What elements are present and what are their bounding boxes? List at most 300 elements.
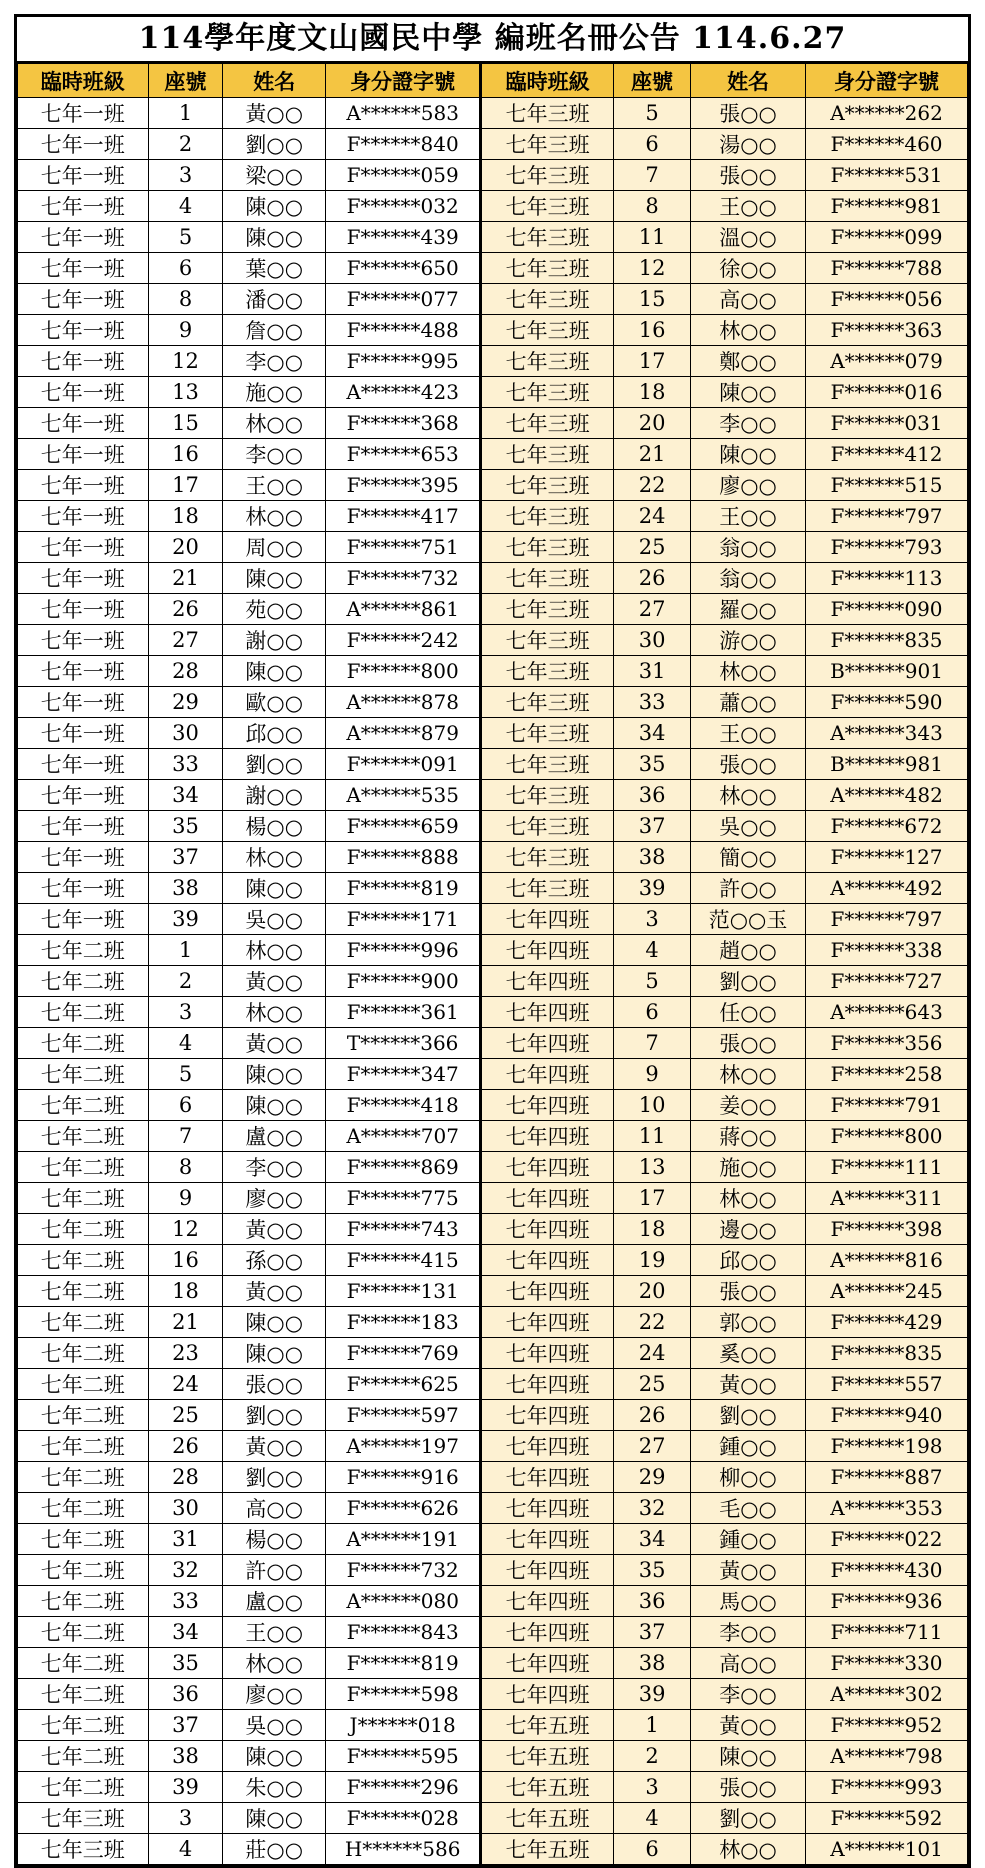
table-row	[18, 1710, 968, 1741]
temp-class-cell: 七年四班	[481, 1617, 614, 1648]
id-number-cell: F******791	[806, 1090, 968, 1121]
id-number-cell: F******993	[806, 1772, 968, 1803]
temp-class-cell: 七年二班	[18, 1214, 149, 1245]
name-cell: 周○○	[223, 532, 326, 563]
table-row	[18, 1617, 968, 1648]
name-cell: 林○○	[223, 1648, 326, 1679]
name-cell: 陳○○	[223, 191, 326, 222]
temp-class-cell: 七年一班	[18, 98, 149, 129]
temp-class-cell: 七年二班	[18, 1090, 149, 1121]
id-number-cell: F******775	[326, 1183, 481, 1214]
seat-number-cell: 3	[148, 160, 223, 191]
id-number-cell: F******793	[806, 532, 968, 563]
temp-class-cell: 七年四班	[481, 935, 614, 966]
seat-number-cell: 32	[614, 1493, 691, 1524]
seat-number-cell: 21	[614, 439, 691, 470]
id-number-cell: F******788	[806, 253, 968, 284]
name-cell: 林○○	[691, 1183, 806, 1214]
name-cell: 陳○○	[223, 1803, 326, 1834]
id-number-cell: F******361	[326, 997, 481, 1028]
temp-class-cell: 七年二班	[18, 997, 149, 1028]
id-number-cell: F******022	[806, 1524, 968, 1555]
temp-class-cell: 七年三班	[481, 346, 614, 377]
table-row	[18, 1803, 968, 1834]
table-row	[18, 1338, 968, 1369]
id-number-cell: F******590	[806, 687, 968, 718]
header-row	[18, 64, 968, 98]
seat-number-cell: 4	[614, 935, 691, 966]
temp-class-cell: 七年二班	[18, 1648, 149, 1679]
name-cell: 盧○○	[223, 1586, 326, 1617]
name-cell: 陳○○	[223, 1307, 326, 1338]
seat-number-cell: 39	[614, 873, 691, 904]
temp-class-cell: 七年二班	[18, 935, 149, 966]
table-row	[18, 1555, 968, 1586]
table-row	[18, 1834, 968, 1865]
temp-class-cell: 七年三班	[481, 873, 614, 904]
temp-class-cell: 七年三班	[481, 470, 614, 501]
seat-number-cell: 2	[614, 1741, 691, 1772]
name-cell: 蕭○○	[691, 687, 806, 718]
seat-number-cell: 6	[614, 1834, 691, 1865]
table-row	[18, 315, 968, 346]
id-number-cell: H******586	[326, 1834, 481, 1865]
name-cell: 王○○	[223, 1617, 326, 1648]
seat-number-cell: 7	[614, 160, 691, 191]
seat-number-cell: 34	[148, 780, 223, 811]
id-number-cell: F******727	[806, 966, 968, 997]
id-number-cell: F******672	[806, 811, 968, 842]
id-number-cell: F******515	[806, 470, 968, 501]
id-number-cell: A******191	[326, 1524, 481, 1555]
name-cell: 葉○○	[223, 253, 326, 284]
name-cell: 林○○	[691, 1834, 806, 1865]
header-temp-class: 臨時班級	[18, 64, 149, 98]
id-number-cell: A******492	[806, 873, 968, 904]
table-row	[18, 1028, 968, 1059]
name-cell: 張○○	[691, 749, 806, 780]
table-row	[18, 1121, 968, 1152]
name-cell: 許○○	[223, 1555, 326, 1586]
name-cell: 歐○○	[223, 687, 326, 718]
seat-number-cell: 9	[148, 1183, 223, 1214]
id-number-cell: F******077	[326, 284, 481, 315]
name-cell: 吳○○	[223, 904, 326, 935]
name-cell: 范○○玉	[691, 904, 806, 935]
table-row	[18, 1524, 968, 1555]
seat-number-cell: 5	[614, 98, 691, 129]
table-row	[18, 1214, 968, 1245]
table-row	[18, 1772, 968, 1803]
seat-number-cell: 27	[614, 1431, 691, 1462]
name-cell: 陳○○	[223, 1338, 326, 1369]
table-row	[18, 656, 968, 687]
id-number-cell: F******800	[806, 1121, 968, 1152]
seat-number-cell: 16	[614, 315, 691, 346]
table-row	[18, 625, 968, 656]
name-cell: 施○○	[691, 1152, 806, 1183]
temp-class-cell: 七年一班	[18, 780, 149, 811]
table-row	[18, 191, 968, 222]
id-number-cell: F******952	[806, 1710, 968, 1741]
seat-number-cell: 22	[614, 1307, 691, 1338]
id-number-cell: F******595	[326, 1741, 481, 1772]
seat-number-cell: 8	[148, 284, 223, 315]
seat-number-cell: 6	[614, 129, 691, 160]
id-number-cell: F******415	[326, 1245, 481, 1276]
table-row	[18, 1462, 968, 1493]
temp-class-cell: 七年二班	[18, 1431, 149, 1462]
table-row	[18, 811, 968, 842]
seat-number-cell: 25	[614, 532, 691, 563]
temp-class-cell: 七年一班	[18, 594, 149, 625]
id-number-cell: A******245	[806, 1276, 968, 1307]
seat-number-cell: 18	[148, 501, 223, 532]
temp-class-cell: 七年二班	[18, 1524, 149, 1555]
name-cell: 李○○	[691, 1617, 806, 1648]
seat-number-cell: 33	[148, 749, 223, 780]
temp-class-cell: 七年二班	[18, 1555, 149, 1586]
seat-number-cell: 31	[614, 656, 691, 687]
name-cell: 鄭○○	[691, 346, 806, 377]
name-cell: 李○○	[223, 439, 326, 470]
seat-number-cell: 29	[614, 1462, 691, 1493]
id-number-cell: F******395	[326, 470, 481, 501]
id-number-cell: F******091	[326, 749, 481, 780]
table-row	[18, 346, 968, 377]
name-cell: 高○○	[691, 284, 806, 315]
seat-number-cell: 8	[614, 191, 691, 222]
id-number-cell: F******659	[326, 811, 481, 842]
seat-number-cell: 33	[148, 1586, 223, 1617]
temp-class-cell: 七年五班	[481, 1834, 614, 1865]
temp-class-cell: 七年四班	[481, 1462, 614, 1493]
name-cell: 翁○○	[691, 563, 806, 594]
id-number-cell: F******111	[806, 1152, 968, 1183]
class-roster-sheet	[14, 14, 971, 1868]
temp-class-cell: 七年四班	[481, 1493, 614, 1524]
table-row	[18, 1245, 968, 1276]
table-row	[18, 284, 968, 315]
table-row	[18, 904, 968, 935]
temp-class-cell: 七年三班	[481, 501, 614, 532]
id-number-cell: F******650	[326, 253, 481, 284]
name-cell: 黃○○	[691, 1369, 806, 1400]
seat-number-cell: 38	[148, 873, 223, 904]
temp-class-cell: 七年四班	[481, 1276, 614, 1307]
name-cell: 詹○○	[223, 315, 326, 346]
temp-class-cell: 七年四班	[481, 1338, 614, 1369]
name-cell: 陳○○	[223, 1090, 326, 1121]
temp-class-cell: 七年三班	[481, 563, 614, 594]
temp-class-cell: 七年二班	[18, 966, 149, 997]
id-number-cell: F******032	[326, 191, 481, 222]
name-cell: 謝○○	[223, 780, 326, 811]
temp-class-cell: 七年三班	[481, 160, 614, 191]
seat-number-cell: 9	[148, 315, 223, 346]
temp-class-cell: 七年四班	[481, 1679, 614, 1710]
seat-number-cell: 12	[148, 346, 223, 377]
seat-number-cell: 33	[614, 687, 691, 718]
seat-number-cell: 5	[148, 222, 223, 253]
name-cell: 吳○○	[691, 811, 806, 842]
seat-number-cell: 3	[148, 1803, 223, 1834]
id-number-cell: F******995	[326, 346, 481, 377]
id-number-cell: A******101	[806, 1834, 968, 1865]
name-cell: 王○○	[691, 501, 806, 532]
id-number-cell: A******879	[326, 718, 481, 749]
seat-number-cell: 39	[148, 1772, 223, 1803]
temp-class-cell: 七年二班	[18, 1121, 149, 1152]
id-number-cell: F******732	[326, 1555, 481, 1586]
temp-class-cell: 七年五班	[481, 1741, 614, 1772]
temp-class-cell: 七年二班	[18, 1059, 149, 1090]
table-row	[18, 439, 968, 470]
seat-number-cell: 32	[148, 1555, 223, 1586]
temp-class-cell: 七年五班	[481, 1710, 614, 1741]
temp-class-cell: 七年一班	[18, 222, 149, 253]
id-number-cell: F******557	[806, 1369, 968, 1400]
seat-number-cell: 5	[614, 966, 691, 997]
id-number-cell: B******901	[806, 656, 968, 687]
temp-class-cell: 七年一班	[18, 873, 149, 904]
seat-number-cell: 38	[614, 842, 691, 873]
id-number-cell: F******439	[326, 222, 481, 253]
seat-number-cell: 21	[148, 1307, 223, 1338]
temp-class-cell: 七年四班	[481, 1369, 614, 1400]
temp-class-cell: 七年三班	[481, 687, 614, 718]
temp-class-cell: 七年二班	[18, 1617, 149, 1648]
temp-class-cell: 七年一班	[18, 346, 149, 377]
name-cell: 趙○○	[691, 935, 806, 966]
name-cell: 林○○	[691, 780, 806, 811]
name-cell: 黃○○	[223, 1431, 326, 1462]
name-cell: 林○○	[691, 1059, 806, 1090]
temp-class-cell: 七年一班	[18, 470, 149, 501]
temp-class-cell: 七年四班	[481, 1090, 614, 1121]
name-cell: 林○○	[691, 315, 806, 346]
name-cell: 潘○○	[223, 284, 326, 315]
id-number-cell: F******090	[806, 594, 968, 625]
table-row	[18, 1431, 968, 1462]
seat-number-cell: 4	[148, 191, 223, 222]
name-cell: 張○○	[691, 1028, 806, 1059]
name-cell: 王○○	[223, 470, 326, 501]
table-row	[18, 1059, 968, 1090]
seat-number-cell: 28	[148, 1462, 223, 1493]
id-number-cell: F******258	[806, 1059, 968, 1090]
id-number-cell: F******797	[806, 904, 968, 935]
temp-class-cell: 七年三班	[18, 1834, 149, 1865]
name-cell: 黃○○	[223, 966, 326, 997]
id-number-cell: A******197	[326, 1431, 481, 1462]
name-cell: 馬○○	[691, 1586, 806, 1617]
name-cell: 陳○○	[691, 377, 806, 408]
name-cell: 黃○○	[223, 1214, 326, 1245]
id-number-cell: F******460	[806, 129, 968, 160]
name-cell: 郭○○	[691, 1307, 806, 1338]
temp-class-cell: 七年一班	[18, 284, 149, 315]
temp-class-cell: 七年一班	[18, 439, 149, 470]
name-cell: 苑○○	[223, 594, 326, 625]
id-number-cell: A******878	[326, 687, 481, 718]
seat-number-cell: 13	[614, 1152, 691, 1183]
seat-number-cell: 17	[148, 470, 223, 501]
temp-class-cell: 七年二班	[18, 1245, 149, 1276]
table-row	[18, 780, 968, 811]
id-number-cell: F******887	[806, 1462, 968, 1493]
seat-number-cell: 15	[148, 408, 223, 439]
seat-number-cell: 24	[614, 1338, 691, 1369]
table-row	[18, 98, 968, 129]
name-cell: 陳○○	[223, 222, 326, 253]
table-row	[18, 1741, 968, 1772]
seat-number-cell: 6	[614, 997, 691, 1028]
id-number-cell: F******242	[326, 625, 481, 656]
id-number-cell: F******711	[806, 1617, 968, 1648]
temp-class-cell: 七年一班	[18, 160, 149, 191]
name-cell: 楊○○	[223, 1524, 326, 1555]
seat-number-cell: 21	[148, 563, 223, 594]
temp-class-cell: 七年三班	[481, 718, 614, 749]
id-number-cell: F******916	[326, 1462, 481, 1493]
id-number-cell: F******598	[326, 1679, 481, 1710]
seat-number-cell: 11	[614, 1121, 691, 1152]
seat-number-cell: 6	[148, 1090, 223, 1121]
id-number-cell: F******171	[326, 904, 481, 935]
table-row	[18, 408, 968, 439]
id-number-cell: B******981	[806, 749, 968, 780]
temp-class-cell: 七年四班	[481, 1059, 614, 1090]
name-cell: 溫○○	[691, 222, 806, 253]
temp-class-cell: 七年一班	[18, 532, 149, 563]
temp-class-cell: 七年三班	[481, 811, 614, 842]
table-row	[18, 687, 968, 718]
temp-class-cell: 七年二班	[18, 1586, 149, 1617]
header-id-number: 身分證字號	[326, 64, 481, 98]
seat-number-cell: 27	[614, 594, 691, 625]
id-number-cell: F******412	[806, 439, 968, 470]
seat-number-cell: 35	[614, 1555, 691, 1586]
seat-number-cell: 25	[614, 1369, 691, 1400]
name-cell: 廖○○	[223, 1679, 326, 1710]
name-cell: 劉○○	[223, 749, 326, 780]
temp-class-cell: 七年二班	[18, 1338, 149, 1369]
temp-class-cell: 七年四班	[481, 1648, 614, 1679]
temp-class-cell: 七年三班	[481, 780, 614, 811]
seat-number-cell: 18	[614, 1214, 691, 1245]
seat-number-cell: 5	[148, 1059, 223, 1090]
temp-class-cell: 七年一班	[18, 129, 149, 160]
temp-class-cell: 七年二班	[18, 1152, 149, 1183]
name-cell: 林○○	[223, 842, 326, 873]
name-cell: 簡○○	[691, 842, 806, 873]
temp-class-cell: 七年三班	[481, 253, 614, 284]
name-cell: 翁○○	[691, 532, 806, 563]
table-row	[18, 1400, 968, 1431]
name-cell: 邱○○	[223, 718, 326, 749]
name-cell: 謝○○	[223, 625, 326, 656]
name-cell: 陳○○	[691, 1741, 806, 1772]
temp-class-cell: 七年二班	[18, 1772, 149, 1803]
id-number-cell: A******302	[806, 1679, 968, 1710]
name-cell: 陳○○	[691, 439, 806, 470]
seat-number-cell: 37	[148, 1710, 223, 1741]
seat-number-cell: 35	[148, 1648, 223, 1679]
id-number-cell: F******059	[326, 160, 481, 191]
temp-class-cell: 七年四班	[481, 1183, 614, 1214]
temp-class-cell: 七年三班	[481, 191, 614, 222]
id-number-cell: A******861	[326, 594, 481, 625]
id-number-cell: A******311	[806, 1183, 968, 1214]
id-number-cell: F******843	[326, 1617, 481, 1648]
name-cell: 奚○○	[691, 1338, 806, 1369]
temp-class-cell: 七年一班	[18, 315, 149, 346]
id-number-cell: F******296	[326, 1772, 481, 1803]
name-cell: 羅○○	[691, 594, 806, 625]
temp-class-cell: 七年一班	[18, 842, 149, 873]
table-row	[18, 532, 968, 563]
name-cell: 盧○○	[223, 1121, 326, 1152]
name-cell: 陳○○	[223, 656, 326, 687]
table-row	[18, 1369, 968, 1400]
seat-number-cell: 36	[614, 780, 691, 811]
seat-number-cell: 37	[148, 842, 223, 873]
seat-number-cell: 7	[614, 1028, 691, 1059]
table-row	[18, 1493, 968, 1524]
name-cell: 黃○○	[223, 98, 326, 129]
temp-class-cell: 七年一班	[18, 253, 149, 284]
name-cell: 黃○○	[691, 1710, 806, 1741]
table-row	[18, 129, 968, 160]
table-row	[18, 222, 968, 253]
seat-number-cell: 39	[148, 904, 223, 935]
table-row	[18, 563, 968, 594]
seat-number-cell: 24	[148, 1369, 223, 1400]
name-cell: 陳○○	[223, 563, 326, 594]
temp-class-cell: 七年一班	[18, 563, 149, 594]
id-number-cell: J******018	[326, 1710, 481, 1741]
id-number-cell: A******423	[326, 377, 481, 408]
id-number-cell: F******347	[326, 1059, 481, 1090]
temp-class-cell: 七年四班	[481, 1524, 614, 1555]
temp-class-cell: 七年三班	[481, 842, 614, 873]
name-cell: 毛○○	[691, 1493, 806, 1524]
table-row	[18, 966, 968, 997]
seat-number-cell: 1	[614, 1710, 691, 1741]
name-cell: 林○○	[223, 997, 326, 1028]
seat-number-cell: 35	[148, 811, 223, 842]
id-number-cell: F******835	[806, 625, 968, 656]
name-cell: 林○○	[223, 501, 326, 532]
temp-class-cell: 七年二班	[18, 1276, 149, 1307]
name-cell: 張○○	[691, 98, 806, 129]
id-number-cell: F******835	[806, 1338, 968, 1369]
name-cell: 李○○	[691, 1679, 806, 1710]
name-cell: 廖○○	[691, 470, 806, 501]
id-number-cell: F******356	[806, 1028, 968, 1059]
temp-class-cell: 七年五班	[481, 1803, 614, 1834]
temp-class-cell: 七年三班	[481, 315, 614, 346]
id-number-cell: F******769	[326, 1338, 481, 1369]
id-number-cell: F******597	[326, 1400, 481, 1431]
header-name: 姓名	[691, 64, 806, 98]
temp-class-cell: 七年四班	[481, 1400, 614, 1431]
seat-number-cell: 20	[614, 408, 691, 439]
temp-class-cell: 七年二班	[18, 1183, 149, 1214]
seat-number-cell: 30	[148, 1493, 223, 1524]
seat-number-cell: 12	[614, 253, 691, 284]
